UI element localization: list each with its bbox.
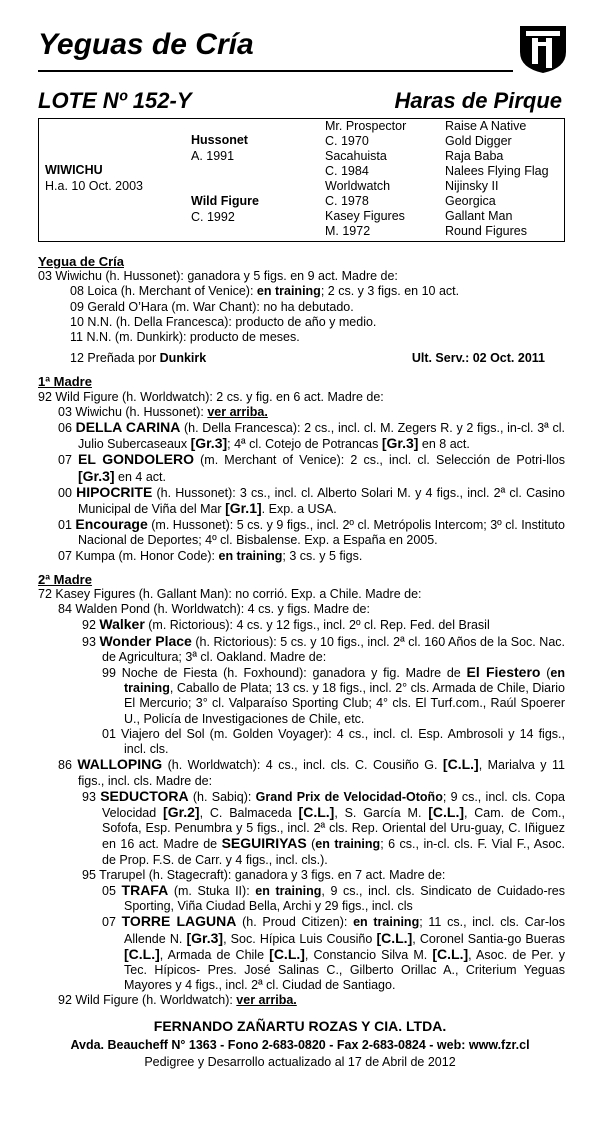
produce-line: 86 WALLOPING (h. Worldwatch): 4 cs., incl. cls. C. Cousiño G. [C.L.], Marialva y 11 figs., incl. cls. Madre de: [58,756,565,788]
produce-line: 07 Kumpa (m. Honor Code): en training; 3 cs. y 5 figs. [58,548,363,563]
produce-line: 10 N.N. (h. Della Francesca): producto de año y medio. [70,314,377,329]
horse-birth: H.a. 10 Oct. 2003 [45,179,143,193]
g1-entry: C. 1970 [325,134,369,148]
horse-name: WIWICHU [45,163,103,177]
produce-line: 11 N.N. (m. Dunkirk): producto de meses. [70,330,300,345]
g1-entry: M. 1972 [325,224,371,238]
dam-year: C. 1992 [191,210,235,224]
g2-entry: Raja Baba [445,149,504,163]
produce-line: 93 SEDUCTORA (h. Sabiq): Grand Prix de Velocidad-Otoño; 9 cs., incl. cls. Copa Velocidad [Gr.2], C. Balmaceda [C.L.], S. García M. [C.L.], Cam. de Com., Sofofa, Esp. Penumbra y 5 figs., incl. 2ª cls. Rep. Oriental del Uru-guay, C. Iñiguez en 16 act. Madre de SEGUIRIYAS (en training; 6 cs., in-cl. cls. F. Vial F., Asoc. de Prop. F.S. de Carr. y 4 figs., incl. cls.). [82,787,566,867]
produce-line: 92 Wild Figure (h. Worldwatch): ver arriba. [58,993,297,1008]
produce-line: 08 Loica (h. Merchant of Venice): en training; 2 cs. y 3 figs. en 10 act. [70,284,460,299]
produce-line: 05 TRAFA (m. Stuka II): en training, 9 cs., incl. cls. Sindicato de Cuidado-res Sporting, Viña Ciudad Bella, Archi y 29 figs., incl. cls [102,881,565,914]
g2-entry: Georgica [445,194,496,208]
g1-entry: Sacahuista [325,149,387,163]
sire-name: Hussonet [191,133,248,147]
g1-entry: C. 1978 [325,194,369,208]
produce-line: 00 HIPOCRITE (h. Hussonet): 3 cs., incl. cl. Alberto Solari M. y 4 figs., incl. 2ª cl. Casino Municipal de Viña del Mar [Gr.1]. Exp. a USA. [58,483,565,517]
title-divider [38,70,513,72]
fzr-logo-icon [518,22,568,74]
section-yegua: Yegua de Cría [38,254,124,269]
g2-entry: Nijinsky II [445,179,499,193]
produce-line: 07 TORRE LAGUNA (h. Proud Citizen): en training; 11 cs., incl. cls. Car-los Allende N. [Gr.3], Soc. Hípica Luis Cousiño [C.L.], Coronel Santia-go Bueras [C.L.], Armada de Chile [C.L.], Constancio Silva M. [C.L.], Asoc. de Per. y Tec. Hípicos- Pres. José Salinas C., Gilberto Orillac A., Criterium Yeguas Mayores y 4 figs., incl. 2ª cl. Ciudad de Santiago. [102,913,566,993]
sire-year: A. 1991 [191,149,235,163]
section-madre1: 1ª Madre [38,374,92,390]
footer-updated: Pedigree y Desarrollo actualizado al 17 de Abril de 2012 [144,1055,456,1069]
service-line: 12 Preñada por Dunkirk Ult. Serv.: 02 Oct. 2011 [38,351,565,366]
g1-entry: Mr. Prospector [325,119,407,133]
produce-line: 92 Wild Figure (h. Worldwatch): 2 cs. y fig. en 6 act. Madre de: [38,389,384,404]
produce-line: 72 Kasey Figures (h. Gallant Man): no corrió. Exp. a Chile. Madre de: [38,587,422,602]
g2-entry: Raise A Native [445,119,527,133]
produce-line: 01 Encourage (m. Hussonet): 5 cs. y 9 figs., incl. 2º cl. Metrópolis Intercom; 3º cl. Instituto Nacional de Deportes; 4º cl. Bisbalense. Exp. a España en 2005. [58,516,565,548]
produce-line: 03 Wiwichu (h. Hussonet): ver arriba. [58,404,268,419]
section-madre2: 2ª Madre [38,571,92,587]
g1-entry: C. 1984 [325,164,369,178]
footer-company: FERNANDO ZAÑARTU ROZAS Y CIA. LTDA. [153,1018,447,1034]
produce-line: 93 Wonder Place (h. Rictorious): 5 cs. y 10 figs., incl. 2ª cl. 160 Años de la Soc. Nac. de Agricultura; 3ª cl. Oakland. Madre de: [82,632,565,664]
produce-line: 09 Gerald O’Hara (m. War Chant): no ha debutado. [70,299,354,314]
produce-line: 95 Trarupel (h. Stagecraft): ganadora y 3 figs. en 7 act. Madre de: [82,867,446,882]
produce-line: 84 Walden Pond (h. Worldwatch): 4 cs. y figs. Madre de: [58,602,370,617]
produce-line: 92 Walker (m. Rictorious): 4 cs. y 12 figs., incl. 2º cl. Rep. Fed. del Brasil [82,616,490,633]
lote-number: LOTE Nº 152-Y [38,88,192,113]
g2-entry: Nalees Flying Flag [445,164,549,178]
last-service: Ult. Serv.: 02 Oct. 2011 [411,351,545,366]
pedigree-table [38,118,565,242]
produce-line: 01 Viajero del Sol (m. Golden Voyager): 4 cs., incl. cl. Esp. Ambrosoli y 14 figs., incl. cls. [102,726,565,757]
dam-name: Wild Figure [191,194,259,208]
g1-entry: Kasey Figures [325,209,405,223]
produce-line: 03 Wiwichu (h. Hussonet): ganadora y 5 figs. en 9 act. Madre de: [38,269,398,284]
produce-line: 07 EL GONDOLERO (m. Merchant of Venice): 2 cs., incl. cl. Selección de Potri-llos [Gr.3] en 4 act. [58,451,565,484]
produce-line: 06 DELLA CARINA (h. Della Francesca): 2 cs., incl. cl. M. Zegers R. y 2 figs., in-cl. 3ª cl. Julio Subercaseaux [Gr.3]; 4ª cl. Cotejo de Potrancas [Gr.3] en 8 act. [58,419,565,452]
produce-line: 99 Noche de Fiesta (h. Foxhound): ganadora y fig. Madre de El Fiestero (en training, Caballo de Plata; 13 cs. y 18 figs., incl. 2° cls. Armada de Chile, Diario El Mercurio; 3° cl. Valparaíso Sporting Club; 4° cls. El Turf.com., Raúl Spoerer U., Policía de Investigaciones de Chile, etc. [102,664,565,726]
g2-entry: Round Figures [445,224,527,238]
g2-entry: Gold Digger [445,134,512,148]
g1-entry: Worldwatch [325,179,391,193]
haras-name: Haras de Pirque [394,88,562,113]
footer-address: Avda. Beaucheff N° 1363 - Fono 2-683-0820 - Fax 2-683-0824 - web: www.fzr.cl [70,1038,530,1052]
g2-entry: Gallant Man [445,209,513,223]
page-title: Yeguas de Cría [38,28,254,61]
performance-body [38,250,565,1009]
